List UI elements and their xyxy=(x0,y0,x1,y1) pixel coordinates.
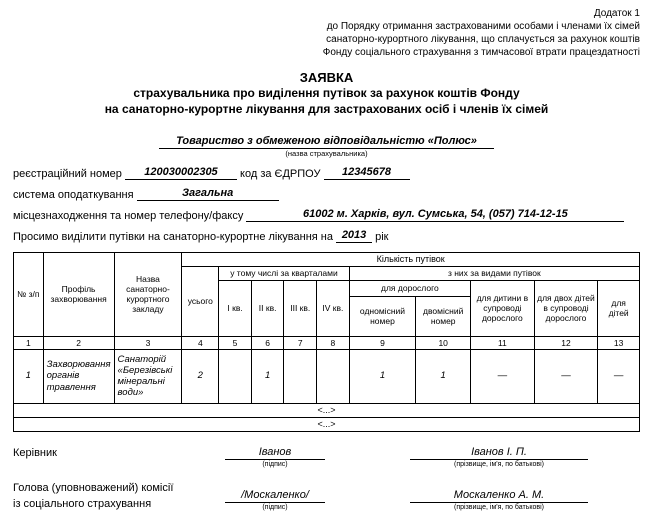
fullname-caption: (прізвище, ім'я, по батькові) xyxy=(454,504,544,512)
appendix-line: Додаток 1 xyxy=(593,8,640,19)
signature-caption: (підпис) xyxy=(262,460,288,468)
column-number: 7 xyxy=(284,336,317,349)
appendix-block xyxy=(13,7,640,59)
commission-head-label xyxy=(13,481,213,513)
commission-head-label-line1: Голова (уповноважений) комісії xyxy=(13,481,174,494)
vouchers-table xyxy=(13,252,640,432)
tax-system-line xyxy=(13,187,640,201)
commission-head-label-line2: із соціального страхування xyxy=(13,497,152,510)
column-number: 3 xyxy=(114,336,182,349)
director-name-block xyxy=(410,446,588,469)
request-line xyxy=(13,229,640,243)
col-header-profile: Профіль захворювання xyxy=(43,252,114,336)
title-line-3: на санаторно-курортне лікування для застрахованих осіб і членів їх сімей xyxy=(104,101,549,116)
cell-q2: 1 xyxy=(251,349,284,403)
signature-row-commission-head xyxy=(13,481,640,513)
column-numbers-row xyxy=(14,336,640,349)
ellipsis-cell: <...> xyxy=(14,417,640,431)
cell-npp: 1 xyxy=(14,349,44,403)
column-number: 11 xyxy=(471,336,535,349)
group-header-quantity: Кількість путівок xyxy=(182,252,640,266)
group-header-adult: для дорослого xyxy=(349,280,470,296)
column-number: 6 xyxy=(251,336,284,349)
edrpou-label: код за ЄДРПОУ xyxy=(240,167,321,180)
registration-line xyxy=(13,166,640,180)
request-prefix: Просимо виділити путівки на санаторно-курортне лікування на xyxy=(13,230,333,243)
commission-head-signature-value: /Москаленко/ xyxy=(225,489,325,503)
insurer-name-field: Товариство з обмеженою відповідальністю «Полюс» xyxy=(159,135,494,149)
col-header-q4: IV кв. xyxy=(317,280,350,336)
ellipsis-cell: <...> xyxy=(14,403,640,417)
appendix-line: Фонду соціального страхування з тимчасової втрати працездатності xyxy=(322,47,640,58)
fullname-caption: (прізвище, ім'я, по батькові) xyxy=(454,460,544,468)
cell-children: — xyxy=(598,349,640,403)
col-header-two-children: для двох дітей в супроводі дорослого xyxy=(534,280,598,336)
reg-number-field: 120030002305 xyxy=(125,166,237,180)
column-number: 5 xyxy=(219,336,252,349)
col-header-facility: Назва санаторно-курортного закладу xyxy=(114,252,182,336)
cell-q1 xyxy=(219,349,252,403)
group-header-quarters: у тому числі за кварталами xyxy=(219,266,349,280)
address-label: місцезнаходження та номер телефону/факсу xyxy=(13,209,244,222)
commission-head-name-value: Москаленко А. М. xyxy=(410,489,588,503)
signature-caption: (підпис) xyxy=(262,504,288,512)
col-header-q2: ІІ кв. xyxy=(251,280,284,336)
cell-facility: Санаторій «Березівські мінеральні води» xyxy=(114,349,182,403)
commission-head-name-block xyxy=(410,489,588,512)
edrpou-field: 12345678 xyxy=(324,166,410,180)
insurer-name-block xyxy=(13,131,640,159)
signatures-section xyxy=(13,446,640,513)
appendix-line: до Порядку отримання застрахованими особами і членами їх сімей xyxy=(326,21,640,32)
commission-head-signature-block xyxy=(225,489,325,512)
tax-system-label: система оподаткування xyxy=(13,188,134,201)
cell-child-with-adult: — xyxy=(471,349,535,403)
document-title xyxy=(13,69,640,118)
request-suffix: рік xyxy=(375,230,389,243)
address-field: 61002 м. Харків, вул. Сумська, 54, (057) 714-12-15 xyxy=(246,208,624,222)
column-number: 12 xyxy=(534,336,598,349)
column-number: 13 xyxy=(598,336,640,349)
cell-total: 2 xyxy=(182,349,219,403)
cell-q3 xyxy=(284,349,317,403)
col-header-child-with-adult: для дитини в супроводі дорослого xyxy=(471,280,535,336)
director-name-value: Іванов І. П. xyxy=(410,446,588,460)
cell-q4 xyxy=(317,349,350,403)
signature-row-director xyxy=(13,446,640,469)
insurer-name-caption: (назва страхувальника) xyxy=(285,148,368,158)
cell-two-children: — xyxy=(534,349,598,403)
group-header-types: з них за видами путівок xyxy=(349,266,639,280)
tax-system-field: Загальна xyxy=(137,187,279,201)
table-row xyxy=(14,349,640,403)
address-line xyxy=(13,208,640,222)
cell-profile: Захворювання органів травлення xyxy=(43,349,114,403)
director-signature-block xyxy=(225,446,325,469)
col-header-q3: ІІІ кв. xyxy=(284,280,317,336)
col-header-children: для дітей xyxy=(598,280,640,336)
column-number: 4 xyxy=(182,336,219,349)
col-header-q1: І кв. xyxy=(219,280,252,336)
appendix-line: санаторно-курортного лікування, що сплачується за рахунок коштів xyxy=(326,34,640,45)
column-number: 10 xyxy=(416,336,471,349)
reg-number-label: реєстраційний номер xyxy=(13,167,122,180)
col-header-total: усього xyxy=(182,266,219,336)
column-number: 2 xyxy=(43,336,114,349)
director-label: Керівник xyxy=(13,446,57,459)
col-header-npp: № з/п xyxy=(14,252,44,336)
title-line-1: ЗАЯВКА xyxy=(299,70,354,85)
cell-double-room: 1 xyxy=(416,349,471,403)
request-year-field: 2013 xyxy=(336,229,372,243)
title-line-2: страхувальника про виділення путівок за рахунок коштів Фонду xyxy=(133,86,520,101)
column-number: 8 xyxy=(317,336,350,349)
col-header-single-room: одномісний номер xyxy=(349,296,416,336)
omitted-rows-marker xyxy=(14,417,640,431)
column-number: 1 xyxy=(14,336,44,349)
director-signature-value: Іванов xyxy=(225,446,325,460)
omitted-rows-marker xyxy=(14,403,640,417)
column-number: 9 xyxy=(349,336,416,349)
col-header-double-room: двомісний номер xyxy=(416,296,471,336)
cell-single-room: 1 xyxy=(349,349,416,403)
